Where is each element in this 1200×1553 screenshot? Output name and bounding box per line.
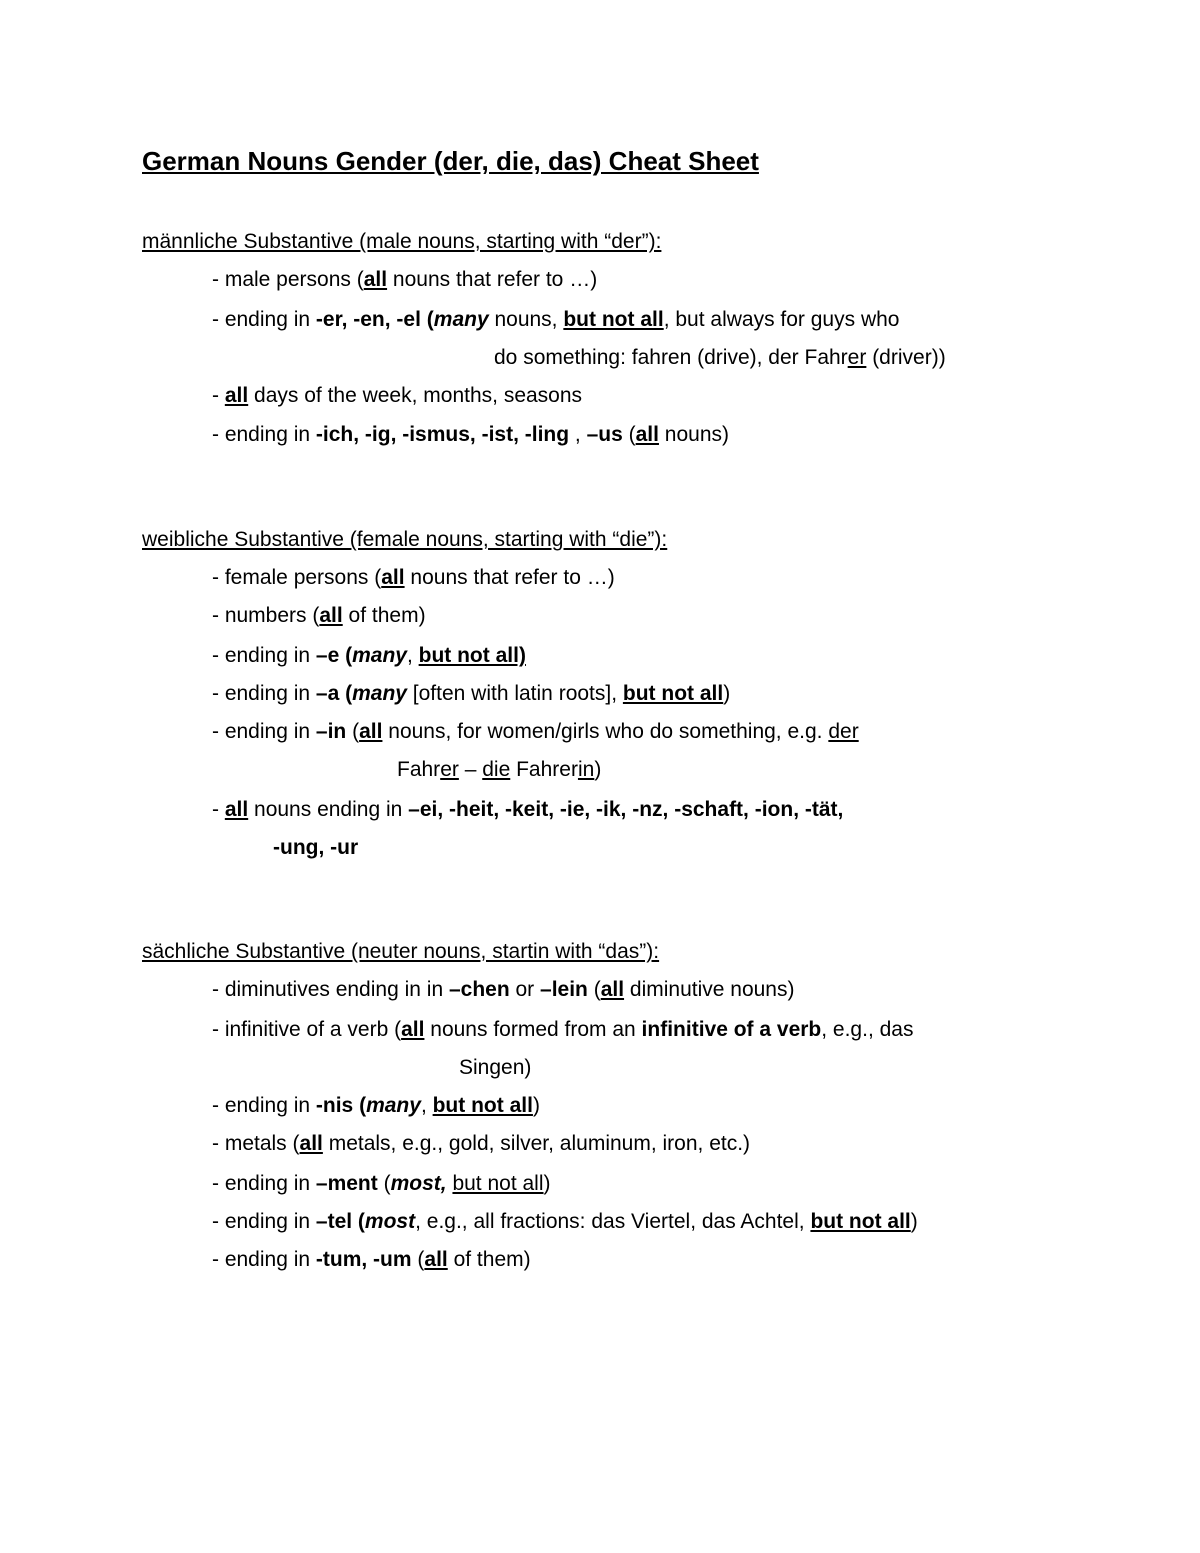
emphasis-all: all: [299, 1132, 323, 1155]
text-segment: ): [594, 758, 602, 781]
underlined-suffix: er: [847, 346, 867, 369]
suffix-list: -tum, -um: [315, 1248, 412, 1271]
masculine-heading: männliche Substantive (male nouns, starting with “der”):: [142, 230, 662, 253]
neuter-heading: sächliche Substantive (neuter nouns, startin with “das”):: [142, 940, 660, 963]
text-segment: - ending in: [212, 720, 316, 743]
text-segment: nouns that refer to …): [404, 566, 615, 589]
text-segment: - ending in: [212, 1248, 316, 1271]
feminine-item-in: [212, 719, 859, 745]
feminine-item-female-persons: [212, 565, 615, 591]
masculine-item-male-persons: [212, 267, 597, 293]
emphasis-most: most: [364, 1210, 416, 1233]
neuter-item-tel: [212, 1209, 918, 1235]
emphasis-all: all: [600, 978, 625, 1001]
feminine-item-ung-ur: [273, 835, 358, 861]
text-segment: - infinitive of a verb (: [212, 1018, 402, 1041]
text-segment: nouns ending in: [248, 798, 409, 821]
text-segment: - numbers (: [212, 604, 320, 627]
suffix-list: –e (: [315, 644, 353, 667]
neuter-item-ment: [212, 1171, 551, 1197]
emphasis-but-not-all: but not all): [418, 644, 526, 667]
text-segment: ): [910, 1210, 918, 1233]
feminine-item-a: [212, 681, 730, 707]
neuter-item-diminutives: [212, 977, 794, 1003]
emphasis-many: many: [433, 308, 489, 331]
suffix-list: -ung, -ur: [273, 836, 359, 859]
text-segment: nouns that refer to …): [387, 268, 598, 291]
emphasis-but-not-all: but not all: [563, 308, 664, 331]
text-segment: nouns formed from an: [424, 1018, 642, 1041]
neuter-item-infinitive: [212, 1017, 913, 1043]
emphasis-all: all: [424, 1248, 448, 1271]
text-segment: ,: [569, 423, 587, 446]
text-segment: do something: fahren (drive), der Fahr: [494, 346, 848, 369]
suffix-list: –in: [315, 720, 347, 743]
text-segment: days of the week, months, seasons: [248, 384, 583, 407]
text-segment: -: [212, 798, 225, 821]
emphasis-all: all: [381, 566, 405, 589]
text-segment: nouns, for women/girls who do something, e.g.: [382, 720, 829, 743]
emphasis-many: many: [352, 644, 407, 667]
text-segment: -: [212, 384, 225, 407]
text-segment: - male persons (: [212, 268, 364, 291]
neuter-item-tum-um: [212, 1247, 531, 1273]
masculine-item-continuation: [494, 345, 946, 371]
suffix-list: –ment: [315, 1172, 378, 1195]
suffix-list: –us: [586, 423, 623, 446]
emphasis-most: most,: [390, 1172, 447, 1195]
text-segment: - female persons (: [212, 566, 382, 589]
text-segment: Singen): [459, 1056, 532, 1079]
emphasis-but-not-all: but not all: [622, 682, 724, 705]
text-segment: nouns,: [488, 308, 564, 331]
emphasis-all: all: [359, 720, 383, 743]
suffix-list: –tel (: [315, 1210, 365, 1233]
suffix-list: -er, -en, -el (: [315, 308, 434, 331]
text-segment: (driver)): [866, 346, 946, 369]
suffix-list: –chen: [448, 978, 510, 1001]
underlined-suffix: in: [577, 758, 595, 781]
text-segment: - ending in: [212, 644, 316, 667]
text-segment: , e.g., das: [821, 1018, 914, 1041]
text-segment: [often with latin roots],: [406, 682, 623, 705]
text-segment: of them): [342, 604, 426, 627]
text-segment: - metals (: [212, 1132, 300, 1155]
feminine-item-ei-heit: [212, 797, 843, 823]
emphasis-but-not-all: but not all: [810, 1210, 911, 1233]
feminine-item-continuation: [397, 757, 601, 783]
text-segment: , e.g., all fractions: das Viertel, das Achtel,: [415, 1210, 811, 1233]
suffix-list: –a (: [315, 682, 353, 705]
emphasis-all: all: [224, 384, 249, 407]
emphasis-all: all: [363, 268, 388, 291]
text-segment: of them): [447, 1248, 531, 1271]
masculine-item-days: [212, 383, 582, 409]
text-segment: (: [622, 423, 636, 446]
emphasis-all: all: [319, 604, 343, 627]
text-segment: Fahrer: [510, 758, 578, 781]
text-segment: (: [587, 978, 601, 1001]
text-segment: ): [532, 1094, 540, 1117]
emphasis-infinitive: infinitive of a verb: [641, 1018, 822, 1041]
feminine-item-numbers: [212, 603, 426, 629]
text-segment: - diminutives ending in in: [212, 978, 449, 1001]
underlined-article: die: [482, 758, 511, 781]
masculine-item-ich-ig: [212, 422, 729, 448]
text-segment: - ending in: [212, 682, 316, 705]
text-segment: , but always for guys who: [663, 308, 900, 331]
emphasis-all: all: [224, 798, 249, 821]
text-segment: metals, e.g., gold, silver, aluminum, iron, etc.): [322, 1132, 751, 1155]
text-segment: –: [458, 758, 483, 781]
feminine-item-e: [212, 643, 526, 669]
neuter-item-metals: [212, 1131, 750, 1157]
text-segment: - ending in: [212, 423, 316, 446]
masculine-item-er-en-el: [212, 307, 899, 333]
emphasis-all: all: [401, 1018, 425, 1041]
underlined-suffix: er: [440, 758, 459, 781]
suffix-list: -nis (: [315, 1094, 367, 1117]
emphasis-many: many: [352, 682, 407, 705]
text-segment: ): [543, 1172, 551, 1195]
text-segment: (: [411, 1248, 425, 1271]
emphasis-many: many: [366, 1094, 421, 1117]
text-segment: - ending in: [212, 308, 316, 331]
suffix-list: –lein: [540, 978, 588, 1001]
emphasis-all: all: [635, 423, 659, 446]
feminine-heading: weibliche Substantive (female nouns, starting with “die”):: [142, 528, 668, 551]
page-title: German Nouns Gender (der, die, das) Cheat Sheet: [142, 146, 759, 176]
text-segment: ,: [406, 644, 419, 667]
suffix-list: –ei, -heit, -keit, -ie, -ik, -nz, -schaft, -ion, -tät,: [408, 798, 844, 821]
neuter-item-continuation: [459, 1055, 531, 1081]
text-segment: (: [346, 720, 360, 743]
suffix-list: -ich, -ig, -ismus, -ist, -ling: [315, 423, 570, 446]
text-segment: diminutive nouns): [624, 978, 795, 1001]
text-segment: (: [377, 1172, 391, 1195]
text-segment: nouns): [658, 423, 730, 446]
text-segment: or: [509, 978, 541, 1001]
emphasis-but-not-all: but not all: [432, 1094, 533, 1117]
text-segment: ): [723, 682, 731, 705]
text-segment: - ending in: [212, 1210, 316, 1233]
text-segment: Fahr: [397, 758, 441, 781]
neuter-item-nis: [212, 1093, 540, 1119]
text-segment: ,: [420, 1094, 433, 1117]
underlined-article: der: [828, 720, 859, 743]
emphasis-but-not-all: but not all: [452, 1172, 544, 1195]
text-segment: - ending in: [212, 1172, 316, 1195]
text-segment: - ending in: [212, 1094, 316, 1117]
